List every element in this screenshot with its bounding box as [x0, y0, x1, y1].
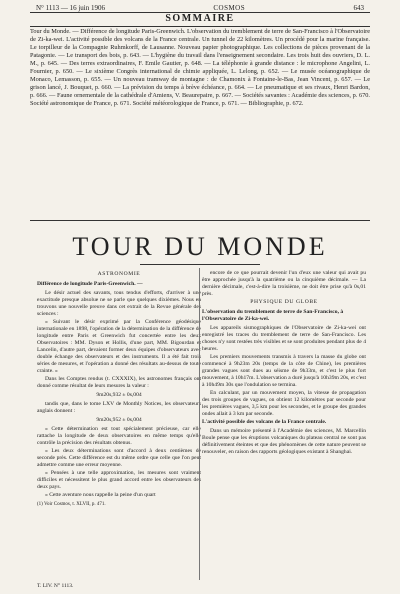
body-paragraph: « Les deux déterminations sont d'accord à deux centièmes de seconde près. Cette différence est du même ordre que celle que l'on peut admettre comme une erreur moyenne. [37, 448, 201, 468]
page-number: 643 [353, 4, 364, 12]
sommaire-rule-bottom [30, 220, 370, 221]
right-column [202, 270, 366, 580]
sommaire-paragraph: Tour du Monde. — Différence de longitude Paris-Greenwich. L'observation du tremblement de terre de San-Francisco à l'Observatoire de Zi-ka-wei. L'activité possible des volcans de la France centrale. Un tunnel de 22 kilomètres. Un procédé pour la marine française. Le torpilleur de la Compagnie Ruhmkorff, de Lausanne. Nouveau papier photographique. Les collections de pièces provenant de la Patagonie. — Le transport des bois, p. 643. — L'hygiène du travail dans l'enseignement secondaire. Les trois huit des ouvriers, D. L. M., p. 645. — Des terres extraordinaires, F. Emile Gautier, p. 648. — La téléphonie à grande distance : le microphone Angelini, L. Fournier, p. 650. — Le sixième Congrès international de chimie appliquée, L. Lelong, p. 652. — Le musée océanographique de Monaco, Lemasson, p. 655. — Un nouveau tramway de montagne : de Chamonix à Fontaine-le-Bas, Jean Vincent, p. 657. — Le grison lancé, J. Bouquet, p. 660. — La prévision du temps à brève échéance, p. 664. — Le pneumatique et ses rivaux, Henri Bardon, p. 666. — Faune ornementale de la cathédrale d'Amiens, V. Beaurepaire, p. 667. — Sociétés savantes : Académie des sciences, p. 670. Société astronomique de France, p. 671. Société météorologique de France, p. 671. — Bibliographie, p. 672. [30, 28, 370, 108]
body-paragraph: encore de ce que pourrait devenir l'un d'eux une valeur qui avait pu être approchée jusqu'à la quatrième ou la cinquième décimale. — La dernière décimale, c'est-à-dire la troisième, ne doit être prise qu'à 0s,01 près. [202, 270, 366, 297]
body-paragraph: « Suivant le désir exprimé par la Conférence géodésique internationale en 1898, l'opération de la détermination de la différence de longitude entre Paris et Greenwich fut concertée entre les deux Observatoires : MM. Dyson et Hollis, d'une part, MM. Bigourdan et Lancelin, d'autre part, devaient former deux équipes d'observateurs avec double échange des observateurs et des instruments. Il a été fait trois séries de mesures, et l'opération a donné des résultats au-dessus de toute crainte. » [37, 319, 201, 374]
issue-number: N° 1113 — 16 juin 1906 [36, 4, 105, 12]
section-title: TOUR DU MONDE [72, 232, 328, 261]
body-paragraph: tandis que, dans le tome LXV de Monthly Notices, les observateurs anglais donnent : [37, 401, 201, 414]
body-paragraph: En calculant, par un mouvement moyen, la vitesse de propagation des trois groupes de vagues, on obtient 12 kilomètres par seconde pour les premières vagues, 3,5 km pour les secondes, et le groupe des grandes ondes allait à 3 km par seconde. [202, 390, 366, 417]
section-heading-astronomie: ASTRONOMIE [97, 271, 141, 277]
title-rule [140, 264, 260, 265]
column-divider [199, 268, 200, 580]
sommaire-rule-top [30, 26, 370, 27]
page-footer: T. LIV. N° 1113. [37, 583, 74, 589]
body-paragraph: Dans un mémoire présenté à l'Académie des sciences, M. Marcellin Boule pense que les éruptions volcaniques du plateau central ne sont pas définitivement éteintes et que des phénomènes de cette nature peuvent se renouveler, en raison des rapports géologiques existant à Shanghai. [202, 428, 366, 455]
body-paragraph: « Cette détermination est tout spécialement précieuse, car elle rattache la longitude de deux observatoires en même temps qu'elle contrôle la précision des résultats obtenus. [37, 426, 201, 446]
body-paragraph: « Cette aventure nous rappelle la peine d'un quart [45, 492, 156, 498]
left-column [37, 270, 201, 580]
body-paragraph: Le désir actuel des savants, tous tendus d'efforts, d'arriver à une exactitude presque absolue ne se parle que quelques dixièmes. Nous en trouvons une nouvelle preuve dans cet extrait de la Revue générale des sciences : [37, 290, 201, 317]
article-heading-longitude: Différence de longitude Paris-Greenwich. — [37, 281, 143, 287]
body-paragraph: « Pensées à une telle approximation, les mesures sont vraiment difficiles et nécessitent le plus grand accord entre les observateurs des deux pays. [37, 470, 201, 490]
sommaire-text [30, 28, 370, 218]
sommaire-title: SOMMAIRE [165, 13, 235, 24]
article-heading-volcans: L'activité possible des volcans de la France centrale. [202, 419, 327, 425]
formula-english: 9m20s,952 ± 0s,004 [96, 417, 142, 423]
formula-french: 9m20s,932 ± 0s,004 [96, 392, 142, 398]
journal-name: COSMOS [213, 4, 246, 12]
body-paragraph: Les premiers mouvements transmis à travers la masse du globe ont commencé à 9h23m 20s (temps de la côte de Chine), les premières grandes vagues sont dues au séisme de 9h33m, et c'est le plus fort mouvement, à 10h17m. L'observation a duré jusqu'à 10h39m 20s, et c'est à 10h49m 30s que l'ondulation se termina. [202, 354, 366, 388]
body-paragraph: Dans les Comptes rendus (t. CXXXIX), les astronomes français ont donné comme résultat de leurs mesures la valeur : [37, 376, 201, 389]
article-heading-earthquake: L'observation du tremblement de terre de San-Francisco, à l'Observatoire de Zi-ka-wei. [202, 309, 344, 322]
footnote: (1) Voir Cosmos, t. XLVII, p. 471. [37, 502, 106, 507]
section-heading-physique: PHYSIQUE DU GLOBE [250, 299, 318, 305]
body-paragraph: Les appareils sismographiques de l'Observatoire de Zi-ka-wei ont enregistré les traces du tremblement de terre de San-Francisco. Les choses n'y sont restées très visibles et se sont produites pendant plus de 4 heures. [202, 325, 366, 352]
